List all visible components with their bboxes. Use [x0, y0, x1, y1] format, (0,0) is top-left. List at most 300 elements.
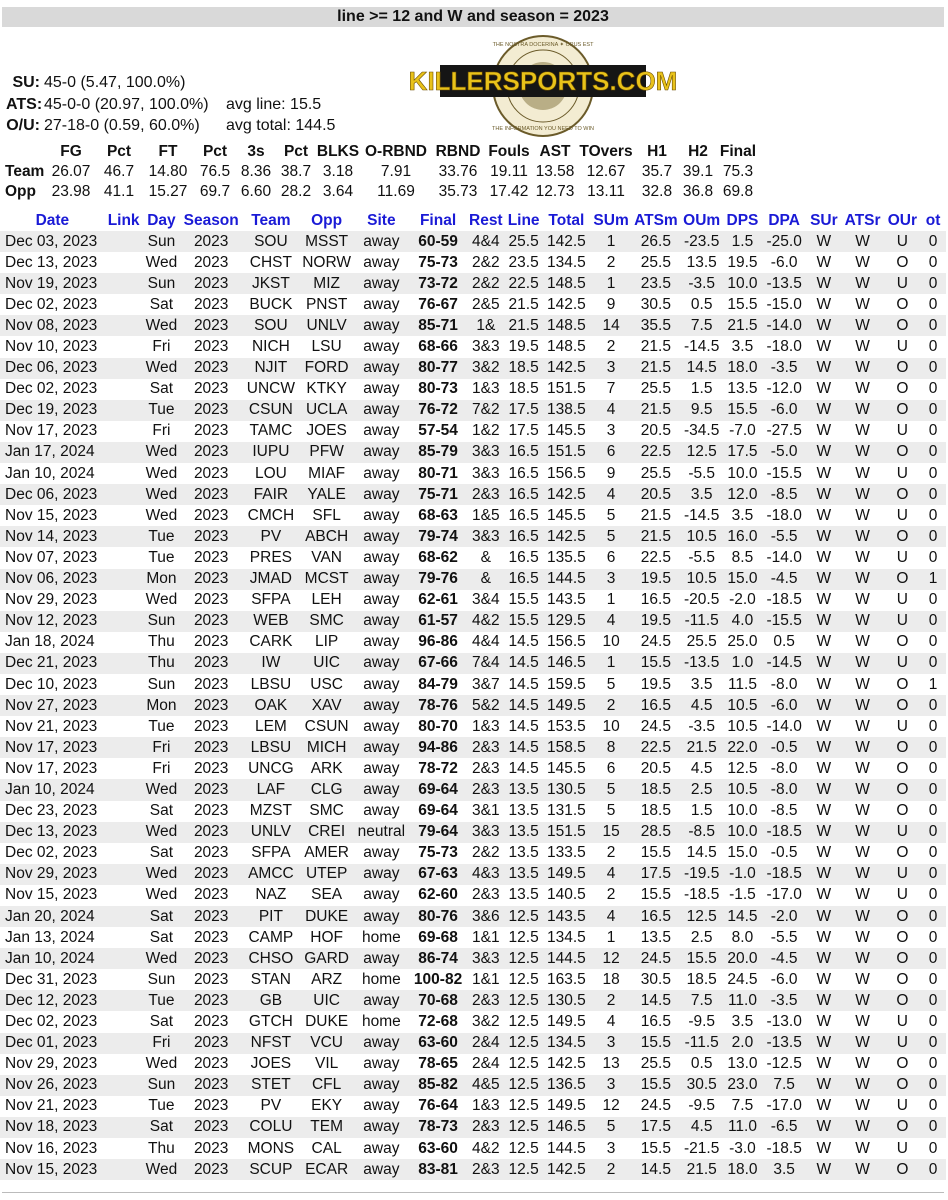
column-header-team[interactable]: Team [251, 211, 291, 229]
cell-season: 2023 [180, 400, 242, 421]
cell-site: away [354, 526, 410, 547]
cell-rest: 3&3 [472, 338, 500, 356]
cell-team: COLU [242, 1117, 300, 1138]
cell-team: LBSU [242, 737, 300, 758]
column-header-dps[interactable]: DPS [726, 211, 759, 229]
column-header-line[interactable]: Line [507, 211, 540, 229]
cell-rest: 4&3 [467, 864, 505, 885]
cell-atsr: W [841, 1075, 885, 1096]
cell-total: 146.5 [543, 1117, 591, 1138]
cell-link[interactable] [105, 442, 143, 463]
table-row [0, 927, 946, 948]
cell-link[interactable] [105, 569, 143, 590]
cell-oum: 10.5 [680, 526, 724, 547]
cell-team: JKST [242, 273, 300, 294]
cell-day: Wed [143, 822, 181, 843]
cell-line: 12.5 [505, 1117, 543, 1138]
cell-final: 57-54 [418, 422, 458, 440]
cell-link[interactable] [105, 695, 143, 716]
cell-atsr: W [841, 695, 885, 716]
cell-total: 145.5 [546, 506, 586, 524]
cell-our: U [884, 822, 920, 843]
cell-site: away [363, 295, 400, 313]
cell-site: away [354, 358, 410, 379]
cell-final: 70-68 [409, 990, 467, 1011]
cell-day: Mon [143, 695, 181, 716]
cell-ot: 0 [920, 315, 946, 336]
cell-our: O [884, 526, 920, 547]
cell-day: Sun [143, 611, 181, 632]
cell-season: 2023 [193, 928, 229, 946]
cell-our: O [896, 970, 909, 988]
cell-site: away [354, 1117, 410, 1138]
cell-date: Nov 15, 2023 [5, 506, 98, 524]
cell-dpa: -2.0 [761, 906, 807, 927]
cell-total: 142.5 [546, 1055, 586, 1073]
cell-total: 130.5 [543, 990, 591, 1011]
cell-oum: -13.5 [680, 653, 724, 674]
cell-dpa: -3.5 [761, 990, 807, 1011]
cell-atsm: 21.5 [640, 338, 671, 356]
cell-ot: 0 [928, 422, 938, 440]
table-row [0, 906, 946, 927]
cell-dps: 12.0 [724, 484, 762, 505]
cell-site: away [354, 273, 410, 294]
cell-season: 2023 [180, 1075, 242, 1096]
cell-rest: 2&3 [467, 1117, 505, 1138]
table-row [0, 379, 946, 400]
cell-link[interactable] [105, 674, 143, 695]
cell-atsr: W [855, 338, 870, 356]
cell-team: PRES [249, 548, 292, 566]
cell-rest: 2&3 [472, 759, 500, 777]
cell-line: 14.5 [505, 695, 543, 716]
cell-link[interactable] [105, 737, 143, 758]
cell-our: O [896, 844, 909, 862]
cell-link[interactable] [105, 990, 143, 1011]
cell-link[interactable] [105, 969, 143, 990]
cell-link[interactable] [105, 948, 143, 969]
column-header-season[interactable]: Season [183, 211, 239, 229]
cell-atsm: 16.5 [640, 1013, 671, 1031]
cell-line: 14.5 [508, 633, 539, 651]
cell-rest: 2&3 [467, 779, 505, 800]
cell-link[interactable] [105, 801, 143, 822]
column-header-ot[interactable]: ot [925, 211, 941, 229]
cell-total: 130.5 [543, 779, 591, 800]
cell-rest: 7&4 [467, 653, 505, 674]
cell-link[interactable] [105, 463, 143, 484]
cell-team: STET [242, 1075, 300, 1096]
cell-date: Dec 31, 2023 [5, 970, 98, 988]
cell-total: 144.5 [546, 1139, 586, 1157]
cell-opp: CLG [300, 779, 354, 800]
cell-link[interactable] [105, 231, 143, 252]
cell-final: 69-68 [418, 928, 458, 946]
cell-rest: 4&2 [467, 611, 505, 632]
cell-atsm: 19.5 [632, 569, 680, 590]
cell-date: Nov 07, 2023 [5, 548, 98, 566]
cell-day: Sat [149, 928, 174, 946]
cell-link[interactable] [105, 885, 143, 906]
cell-oum: -8.5 [680, 822, 724, 843]
cell-team: CMCH [247, 506, 295, 524]
cell-our: U [884, 864, 920, 885]
cell-sur: W [807, 315, 841, 336]
cell-dpa: -6.0 [761, 400, 807, 421]
cell-sur: W [807, 400, 841, 421]
table-row [0, 969, 946, 990]
cell-dps: 20.0 [724, 948, 762, 969]
cell-oum: 1.5 [690, 802, 713, 820]
cell-link[interactable] [105, 843, 143, 864]
cell-dpa: -18.5 [761, 864, 807, 885]
cell-site: away [363, 548, 400, 566]
cell-total: 163.5 [546, 970, 586, 988]
killersports-logo[interactable] [408, 34, 678, 138]
cell-atsr: W [855, 675, 870, 693]
table-row [0, 632, 946, 653]
table-row [0, 1117, 946, 1138]
cell-link[interactable] [105, 716, 143, 737]
cell-total: 153.5 [546, 717, 586, 735]
column-header-opp[interactable]: Opp [311, 211, 343, 229]
games-table [0, 210, 946, 1180]
table-row [0, 273, 946, 294]
column-header-oum[interactable]: OUm [683, 211, 721, 229]
cell-atsr: W [855, 464, 870, 482]
cell-season: 2023 [180, 695, 242, 716]
cell-atsr: W [841, 358, 885, 379]
cell-final: 84-79 [418, 675, 458, 693]
cell-oum: 4.5 [680, 1117, 724, 1138]
cell-dps: 15.5 [724, 400, 762, 421]
cell-line: 12.5 [505, 990, 543, 1011]
cell-sur: W [816, 886, 832, 904]
cell-team: CHST [249, 253, 292, 271]
cell-sur: W [807, 822, 841, 843]
cell-rest: 1& [467, 315, 505, 336]
cell-opp: MIZ [300, 273, 354, 294]
cell-link[interactable] [105, 822, 143, 843]
cell-oum: -3.5 [680, 273, 724, 294]
cell-link[interactable] [105, 315, 143, 336]
cell-opp: UTEP [300, 864, 354, 885]
cell-team: NAZ [255, 886, 287, 904]
cell-link[interactable] [105, 379, 143, 400]
cell-link[interactable] [105, 653, 143, 674]
cell-sum: 6 [606, 759, 616, 777]
cell-day: Thu [148, 633, 175, 651]
cell-sum: 14 [590, 315, 632, 336]
cell-date: Nov 06, 2023 [0, 569, 105, 590]
query-title: line >= 12 and W and season = 2023 [2, 7, 944, 27]
cell-rest: 3&3 [472, 464, 500, 482]
cell-rest: 4&4 [472, 633, 500, 651]
cell-day: Wed [145, 591, 178, 609]
cell-line: 16.5 [505, 484, 543, 505]
cell-atsm: 22.5 [632, 442, 680, 463]
column-header-sum[interactable]: SUm [593, 211, 629, 229]
cell-our: O [896, 928, 909, 946]
table-row [0, 569, 946, 590]
cell-dpa: -17.0 [766, 886, 802, 904]
stats-cell: 6.60 [240, 183, 272, 200]
cell-site: away [363, 380, 400, 398]
cell-day: Sun [143, 231, 181, 252]
cell-line: 23.5 [508, 253, 539, 271]
cell-link[interactable] [105, 1117, 143, 1138]
cell-site: away [363, 506, 400, 524]
games-header-row [0, 210, 946, 231]
cell-dpa: -8.5 [761, 484, 807, 505]
cell-our: U [884, 653, 920, 674]
cell-link[interactable] [105, 526, 143, 547]
cell-link[interactable] [105, 273, 143, 294]
cell-opp: DUKE [305, 1013, 349, 1031]
cell-day: Tue [148, 1097, 175, 1115]
stats-col-header: Pct [202, 142, 228, 160]
cell-atsr: W [855, 422, 870, 440]
cell-link[interactable] [105, 336, 143, 357]
cell-link[interactable] [105, 1033, 143, 1054]
cell-line: 18.5 [508, 380, 539, 398]
cell-dps: 7.5 [731, 1097, 754, 1115]
cell-opp: LSU [311, 338, 342, 356]
cell-oum: -19.5 [680, 864, 724, 885]
cell-atsr: W [841, 611, 885, 632]
cell-opp: LEH [311, 591, 342, 609]
cell-sur: W [816, 928, 832, 946]
cell-day: Sun [143, 273, 181, 294]
cell-final: 75-71 [409, 484, 467, 505]
table-row [0, 1075, 946, 1096]
cell-link[interactable] [105, 421, 143, 442]
cell-link[interactable] [105, 484, 143, 505]
cell-total: 135.5 [546, 548, 586, 566]
cell-dpa: -5.5 [761, 526, 807, 547]
cell-day: Wed [145, 1055, 178, 1073]
cell-atsm: 23.5 [632, 273, 680, 294]
cell-day: Mon [143, 569, 181, 590]
cell-rest: 2&5 [472, 295, 500, 313]
cell-sum: 9 [606, 464, 616, 482]
cell-line: 12.5 [508, 1055, 539, 1073]
cell-season: 2023 [180, 822, 242, 843]
logo-graphic [408, 34, 678, 138]
cell-oum: 10.5 [680, 569, 724, 590]
cell-sum: 4 [590, 906, 632, 927]
column-header-atsm[interactable]: ATSm [634, 211, 678, 229]
cell-link[interactable] [105, 358, 143, 379]
cell-season: 2023 [193, 548, 229, 566]
cell-atsr: W [841, 737, 885, 758]
cell-final: 76-67 [418, 295, 458, 313]
cell-dps: 14.5 [724, 906, 762, 927]
table-row [0, 737, 946, 758]
stats-col-header: BLKS [316, 142, 360, 160]
cell-atsr: W [841, 906, 885, 927]
stats-col-header: 3s [247, 142, 265, 160]
cell-link[interactable] [105, 906, 143, 927]
cell-link[interactable] [105, 547, 143, 568]
cell-link[interactable] [105, 1096, 143, 1117]
cell-day: Sat [149, 844, 174, 862]
cell-season: 2023 [193, 464, 229, 482]
cell-opp: LIP [314, 633, 339, 651]
cell-link[interactable] [105, 864, 143, 885]
cell-site: away [354, 948, 410, 969]
cell-final: 80-71 [418, 464, 458, 482]
cell-link[interactable] [105, 1159, 143, 1180]
column-header-our[interactable]: OUr [887, 211, 917, 229]
cell-sum: 5 [606, 802, 616, 820]
cell-dpa: -8.0 [770, 759, 798, 777]
stats-cell: 23.98 [51, 183, 91, 200]
cell-day: Sun [143, 1075, 181, 1096]
cell-opp: YALE [300, 484, 354, 505]
table-row [0, 547, 946, 568]
cell-day: Tue [143, 400, 181, 421]
cell-day: Wed [143, 948, 181, 969]
cell-final: 63-60 [418, 1139, 458, 1157]
column-header-date[interactable]: Date [35, 211, 70, 229]
cell-link[interactable] [105, 758, 143, 779]
cell-our: O [884, 1075, 920, 1096]
cell-link[interactable] [105, 400, 143, 421]
cell-line: 21.5 [508, 295, 539, 313]
cell-final: 61-57 [409, 611, 467, 632]
cell-atsr: W [841, 1033, 885, 1054]
cell-final: 67-63 [409, 864, 467, 885]
cell-oum: -5.5 [688, 464, 716, 482]
cell-atsm: 35.5 [632, 315, 680, 336]
cell-atsr: W [855, 295, 870, 313]
cell-ot: 0 [928, 380, 938, 398]
cell-season: 2023 [180, 231, 242, 252]
cell-dpa: -18.5 [766, 591, 802, 609]
cell-line: 16.5 [508, 548, 539, 566]
column-header-sur[interactable]: SUr [810, 211, 838, 229]
cell-sur: W [807, 653, 841, 674]
cell-dps: 15.5 [727, 295, 758, 313]
column-header-atsr[interactable]: ATSr [844, 211, 881, 229]
cell-link[interactable] [105, 1138, 143, 1159]
cell-season: 2023 [193, 1055, 229, 1073]
cell-link[interactable] [105, 1075, 143, 1096]
cell-dps: 10.5 [727, 717, 758, 735]
cell-our: O [884, 315, 920, 336]
column-header-total[interactable]: Total [548, 211, 585, 229]
cell-dps: 10.0 [727, 464, 758, 482]
cell-season: 2023 [180, 737, 242, 758]
cell-line: 17.5 [508, 422, 539, 440]
table-row [0, 1033, 946, 1054]
cell-final: 100-82 [413, 970, 463, 988]
cell-team: NICH [251, 338, 290, 356]
cell-total: 143.5 [543, 906, 591, 927]
cell-team: NFST [242, 1033, 300, 1054]
cell-sum: 4 [606, 1013, 616, 1031]
cell-rest: 1&3 [472, 380, 500, 398]
cell-ot: 0 [928, 970, 938, 988]
cell-team: UNCW [246, 380, 295, 398]
stats-col-header: FT [158, 142, 178, 160]
column-header-link[interactable]: Link [107, 211, 140, 229]
cell-final: 85-82 [409, 1075, 467, 1096]
cell-link[interactable] [105, 611, 143, 632]
stats-cell: 39.1 [682, 163, 714, 180]
column-header-dpa[interactable]: DPA [768, 211, 800, 229]
cell-our: O [896, 802, 909, 820]
summary-label: O/U: [6, 117, 40, 134]
cell-link[interactable] [105, 505, 143, 526]
cell-date: Nov 14, 2023 [0, 526, 105, 547]
cell-link[interactable] [105, 252, 143, 273]
cell-link[interactable] [105, 1054, 143, 1075]
cell-link[interactable] [105, 779, 143, 800]
cell-date: Dec 06, 2023 [0, 358, 105, 379]
stats-cell: 12.67 [586, 163, 626, 180]
cell-final: 67-66 [409, 653, 467, 674]
cell-atsr: W [855, 506, 870, 524]
column-header-final[interactable]: Final [419, 211, 457, 229]
cell-final: 79-76 [409, 569, 467, 590]
cell-sur: W [807, 484, 841, 505]
cell-atsr: W [855, 970, 870, 988]
column-header-day[interactable]: Day [147, 211, 176, 229]
cell-atsm: 20.5 [640, 759, 671, 777]
cell-link[interactable] [105, 632, 143, 653]
cell-link[interactable] [105, 1011, 143, 1032]
column-header-site[interactable]: Site [367, 211, 396, 229]
cell-dps: 3.5 [731, 1013, 754, 1031]
cell-date: Nov 21, 2023 [5, 717, 98, 735]
cell-our: O [884, 695, 920, 716]
cell-sur: W [816, 1139, 832, 1157]
cell-link[interactable] [105, 927, 143, 948]
stats-cell: 11.69 [377, 183, 415, 200]
cell-opp: PFW [300, 442, 354, 463]
cell-sum: 6 [606, 548, 616, 566]
column-header-rest[interactable]: Rest [469, 211, 503, 229]
cell-opp: MCST [300, 569, 354, 590]
cell-rest: 2&2 [472, 844, 500, 862]
cell-dps: 17.5 [724, 442, 762, 463]
cell-date: Jan 10, 2024 [0, 948, 105, 969]
cell-atsm: 15.5 [640, 1139, 671, 1157]
cell-total: 143.5 [546, 591, 586, 609]
cell-team: STAN [250, 970, 291, 988]
cell-link[interactable] [105, 294, 143, 315]
cell-link[interactable] [105, 590, 143, 611]
cell-date: Dec 12, 2023 [0, 990, 105, 1011]
cell-our: U [884, 273, 920, 294]
cell-ot: 0 [920, 864, 946, 885]
cell-atsm: 20.5 [632, 484, 680, 505]
cell-our: U [896, 886, 908, 904]
cell-dpa: -0.5 [770, 844, 798, 862]
cell-final: 85-79 [409, 442, 467, 463]
cell-sum: 18 [602, 970, 620, 988]
cell-our: U [896, 1097, 908, 1115]
cell-dpa: -18.0 [766, 506, 802, 524]
cell-ot: 0 [928, 802, 938, 820]
cell-rest: 4&4 [467, 231, 505, 252]
cell-sum: 15 [590, 822, 632, 843]
cell-final: 78-65 [418, 1055, 458, 1073]
cell-team: IUPU [242, 442, 300, 463]
